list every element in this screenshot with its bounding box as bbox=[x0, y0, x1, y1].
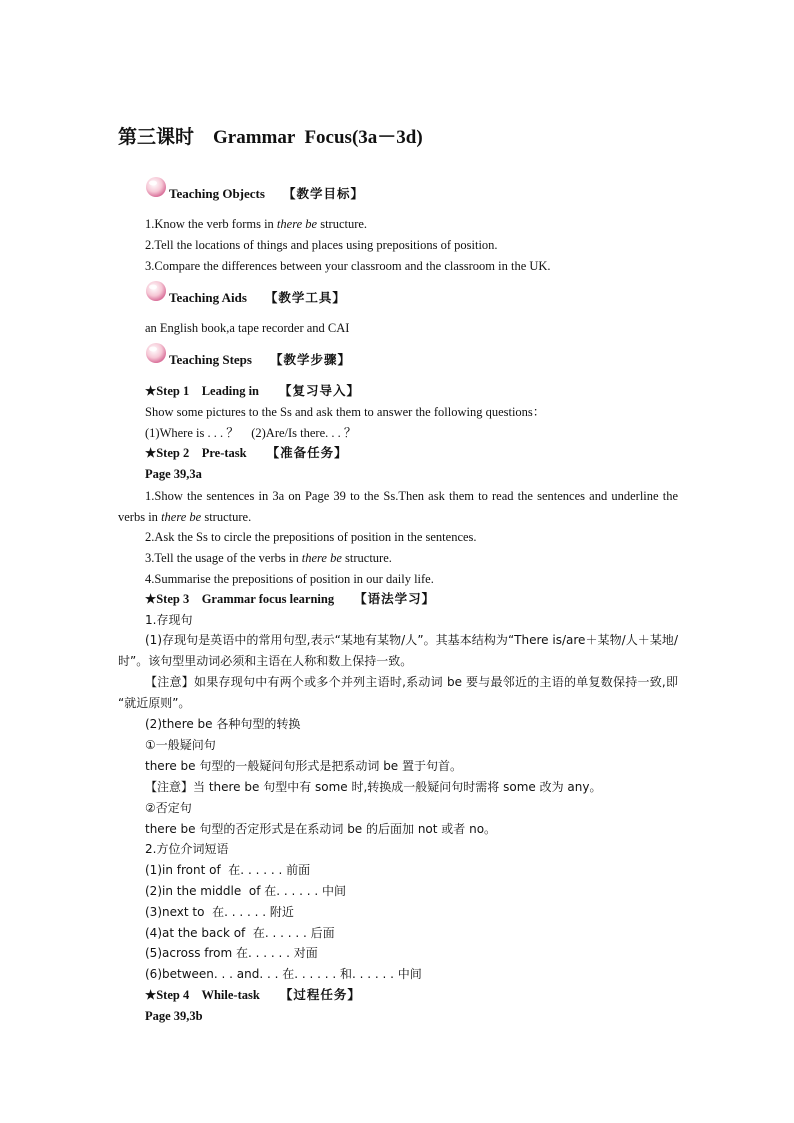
step-2-item-2: 2.Ask the Ss to circle the prepositions of position in the sentences. bbox=[145, 530, 477, 544]
section-title-en: Teaching Steps bbox=[169, 352, 252, 367]
section-title-en: Teaching Objects bbox=[169, 186, 265, 201]
section-title-en: Teaching Aids bbox=[169, 290, 247, 305]
grammar-paragraph-3: there be 句型的一般疑问句形式是把系动词 be 置于句首。 bbox=[145, 759, 463, 773]
grammar-heading-5: 2.方位介词短语 bbox=[145, 842, 229, 856]
grammar-heading-2: (2)there be 各种句型的转换 bbox=[145, 717, 301, 731]
step-1-heading: ★Step 1 Leading in 【复习导入】 bbox=[145, 383, 361, 398]
section-teaching-steps bbox=[145, 346, 351, 368]
grammar-heading-3: ①一般疑问句 bbox=[145, 738, 216, 752]
section-title-cn: 【教学工具】 bbox=[264, 290, 346, 305]
phrase-item: (4)at the back of 在. . . . . . 后面 bbox=[145, 926, 335, 940]
phrase-item: (6)between. . . and. . . 在. . . . . . 和. . . . . . 中间 bbox=[145, 967, 422, 981]
bubble-icon bbox=[145, 342, 167, 364]
phrase-item: (2)in the middle of 在. . . . . . 中间 bbox=[145, 884, 347, 898]
aids-text: an English book,a tape recorder and CAI bbox=[145, 321, 350, 335]
phrase-item: (3)next to 在. . . . . . 附近 bbox=[145, 905, 294, 919]
grammar-paragraph-4: 【注意】当 there be 句型中有 some 时,转换成一般疑问句时需将 some 改为 any。 bbox=[145, 780, 602, 794]
step-4-heading: ★Step 4 While-task 【过程任务】 bbox=[145, 987, 361, 1002]
page-ref-3a: Page 39,3a bbox=[145, 467, 202, 481]
step-1-text: Show some pictures to the Ss and ask them to answer the following questions： bbox=[145, 405, 546, 419]
bubble-icon bbox=[145, 280, 167, 302]
grammar-paragraph-1: (1)存现句是英语中的常用句型,表示“某地有某物/人”。其基本结构为“There is/are＋某物/人＋某地/时”。该句型里动词必须和主语在人称和数上保持一致。 bbox=[118, 633, 678, 668]
grammar-paragraph-5: there be 句型的否定形式是在系动词 be 的后面加 not 或者 no。 bbox=[145, 822, 497, 836]
step-2-item-4: 4.Summarise the prepositions of position in our daily life. bbox=[145, 572, 434, 586]
phrase-item: (1)in front of 在. . . . . . 前面 bbox=[145, 863, 311, 877]
objective-1: 1.Know the verb forms in there be structure. bbox=[145, 217, 368, 231]
grammar-heading-1: 1.存现句 bbox=[145, 613, 193, 627]
step-1-questions: (1)Where is . . . ？ (2)Are/Is there. . . ？ bbox=[145, 426, 357, 440]
section-title-cn: 【教学步骤】 bbox=[269, 352, 351, 367]
section-teaching-objects bbox=[145, 180, 364, 202]
bubble-icon bbox=[145, 176, 167, 198]
page-title: 第三课时 Grammar Focus(3a－3d) bbox=[118, 127, 423, 148]
step-2-item-3: 3.Tell the usage of the verbs in there be structure. bbox=[145, 551, 392, 565]
section-title-cn: 【教学目标】 bbox=[282, 186, 364, 201]
step-2-item-1: 1.Show the sentences in 3a on Page 39 to the Ss.Then ask them to read the sentences and underline the verbs in there be structure. bbox=[118, 489, 678, 524]
objective-3: 3.Compare the differences between your classroom and the classroom in the UK. bbox=[145, 259, 551, 273]
step-3-heading: ★Step 3 Grammar focus learning 【语法学习】 bbox=[145, 591, 436, 606]
phrase-item: (5)across from 在. . . . . . 对面 bbox=[145, 946, 318, 960]
grammar-paragraph-2: 【注意】如果存现句中有两个或多个并列主语时,系动词 be 要与最邻近的主语的单复数保持一致,即 “就近原则”。 bbox=[118, 675, 678, 710]
step-2-heading: ★Step 2 Pre-task 【准备任务】 bbox=[145, 445, 348, 460]
objective-2: 2.Tell the locations of things and places using prepositions of position. bbox=[145, 238, 498, 252]
section-teaching-aids bbox=[145, 284, 346, 306]
page-ref-3b: Page 39,3b bbox=[145, 1009, 203, 1023]
grammar-heading-4: ②否定句 bbox=[145, 801, 192, 815]
